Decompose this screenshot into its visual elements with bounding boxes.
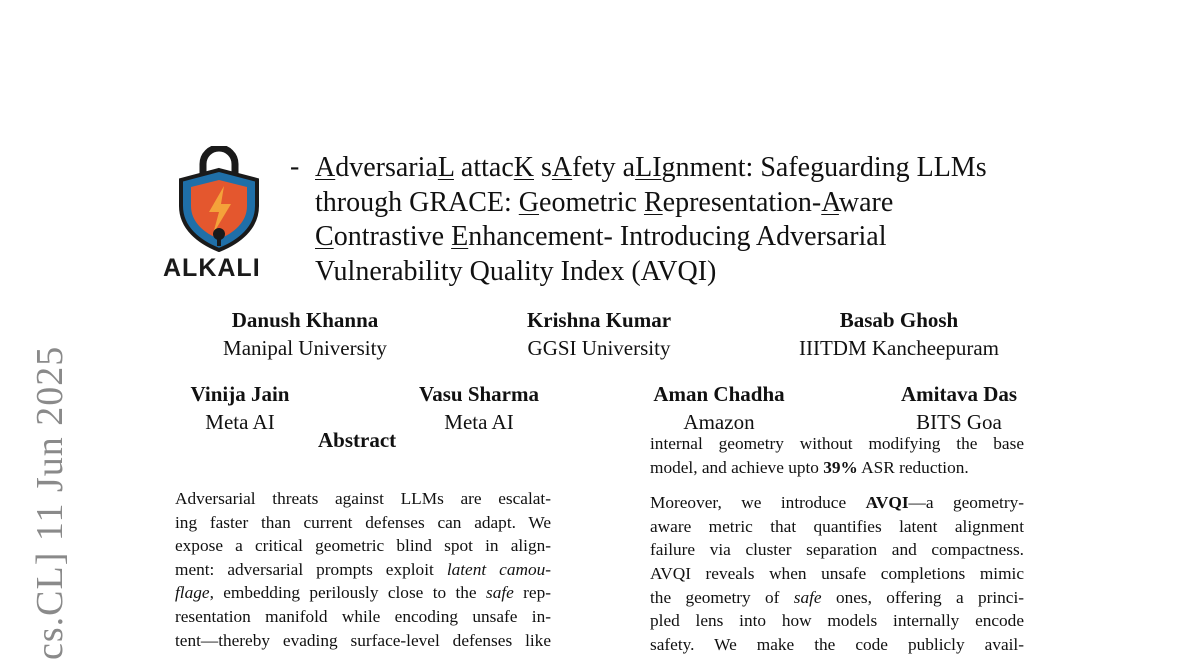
author-block <box>479 306 719 362</box>
author-name: Aman Chadha <box>653 382 785 406</box>
author-affiliation: GGSI University <box>527 336 671 360</box>
abstract-left-column <box>175 487 551 652</box>
text-line: expose a critical geometric blind spot in align- <box>175 536 551 556</box>
title-line-2: through GRACE: Geometric Representation-Aware <box>315 186 894 218</box>
text-line: AVQI reveals when unsafe completions mimic <box>650 563 1024 583</box>
author-affiliation: Meta AI <box>205 410 275 434</box>
text-line: tent—thereby evading surface-level defenses like <box>175 630 551 650</box>
asr-reduction-value: 39% <box>823 457 858 477</box>
logo-text: ALKALI <box>163 254 261 282</box>
author-name: Vinija Jain <box>190 382 290 406</box>
author-block <box>634 380 804 436</box>
author-affiliation: Meta AI <box>444 410 514 434</box>
author-name: Basab Ghosh <box>839 308 959 332</box>
text-line: flage, embedding perilously close to the safe rep- <box>175 583 551 603</box>
author-name: Krishna Kumar <box>526 308 672 332</box>
shield-lock-lightning-icon <box>177 146 261 252</box>
text-line: internal geometry without modifying the base <box>650 434 1024 453</box>
text-line: the geometry of safe ones, offering a princi- <box>650 587 1025 607</box>
author-affiliation: Amazon <box>683 410 755 434</box>
text-line: safety. We make the code publicly avail- <box>650 634 1024 654</box>
author-name: Amitava Das <box>900 382 1018 406</box>
author-affiliation: Manipal University <box>223 336 387 360</box>
text-line: ing faster than current defenses can adapt. We <box>175 512 551 532</box>
author-name: Danush Khanna <box>231 308 379 332</box>
author-block <box>879 380 1039 436</box>
author-block <box>185 306 425 362</box>
title-dash: - <box>290 151 300 182</box>
title-line-3: Contrastive Enhancement- Introducing Adversarial <box>315 221 887 252</box>
text-line: resentation manifold while encoding unsafe in- <box>175 606 551 626</box>
abstract-heading: Abstract <box>318 428 397 452</box>
text-line: Adversarial threats against LLMs are escalat- <box>175 489 551 508</box>
author-block <box>160 380 320 436</box>
alkali-logo <box>163 146 275 286</box>
author-affiliation: IIITDM Kancheepuram <box>799 336 999 360</box>
text-line: model, and achieve upto 39% ASR reduction. <box>650 457 969 477</box>
author-affiliation: BITS Goa <box>916 410 1002 434</box>
text-line: ment: adversarial prompts exploit latent camou- <box>175 559 551 579</box>
author-block <box>774 306 1024 362</box>
paper-title <box>315 151 1055 289</box>
text-line: failure via cluster separation and compactness. <box>650 540 1024 560</box>
title-line-1: AdversariaL attacK sAfety aLIgnment: Safeguarding LLMs <box>315 152 987 183</box>
author-name: Vasu Sharma <box>418 382 539 406</box>
text-line: pled lens into how models internally encode <box>650 611 1024 631</box>
author-block <box>394 380 564 436</box>
text-line: Moreover, we introduce AVQI—a geometry- <box>650 493 1024 513</box>
title-line-4: Vulnerability Quality Index (AVQI) <box>315 255 717 287</box>
abstract-right-column <box>650 432 1024 656</box>
text-line: aware metric that quantifies latent alignment <box>650 516 1024 536</box>
